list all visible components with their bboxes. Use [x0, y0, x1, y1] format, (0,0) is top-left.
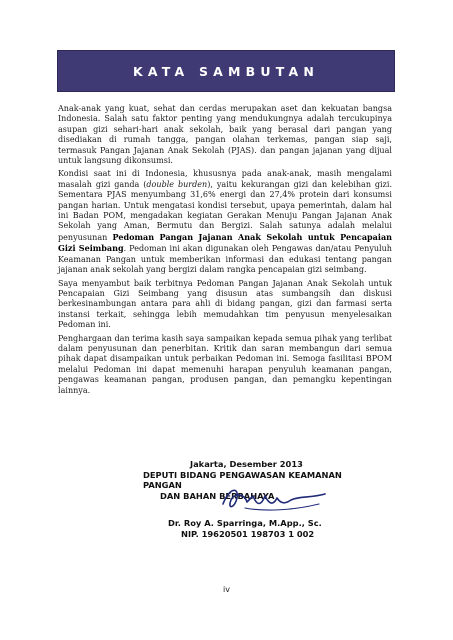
office-line-2: DAN BAHAN BERBAHAYA — [160, 490, 275, 501]
handwritten-signature — [215, 482, 335, 516]
page-number: iv — [223, 585, 230, 594]
paragraph-2-italic: double burden — [146, 179, 208, 189]
signatory-nip: NIP. 19620501 198703 1 002 — [181, 529, 315, 539]
body-text — [58, 104, 392, 399]
guideline-title: Pedoman Pangan Jajanan Anak Sekolah untuk Pencapaian Gizi Seimbang — [58, 231, 393, 254]
office-line-1: DEPUTI BIDANG PENGAWASAN KEAMANAN PANGAN — [143, 469, 342, 491]
signatory-name: Dr. Roy A. Sparringa, M.App., Sc. — [168, 518, 322, 528]
signatory — [168, 518, 322, 540]
paragraph-2-part-b: ), yaitu kekurangan gizi dan kelebihan gizi. Sementara PJAS menyumbang 31,6% energi dan 27,4% protein dari konsumsi pangan harian. Untuk mengatasi kondisi tersebut, upaya pemerintah, dalam hal ini Badan POM, mengadakan kegiatan Gerakan Menuju Pangan Jajanan Anak Sekolah yang Aman, Bermutu dan Bergizi. Salah satunya adalah melalui penyusunan — [58, 179, 392, 242]
heading-banner — [58, 51, 394, 91]
paragraph-3: Saya menyambut baik terbitnya Pedoman Pangan Jajanan Anak Sekolah untuk Pencapaian Gizi Seimbang yang disusun atas sumbangsih dan diskusi berkesinambungan antara para ahli di bidang pangan, gizi dan farmasi serta instansi terkait, sehingga lebih memudahkan tim penyusun menyelesaikan Pedoman ini. — [58, 278, 392, 330]
paragraph-2-part-a: Kondisi saat ini di Indonesia, khususnya pada anak-anak, masih mengalami masalah gizi ganda ( — [58, 169, 392, 189]
paragraph-4: Penghargaan dan terima kasih saya sampaikan kepada semua pihak yang terlibat dalam penyusunan dan penerbitan. Kritik dan saran membangun dari semua pihak dapat disampaikan untuk perbaikan Pedoman ini. Semoga fasilitasi BPOM melalui Pedoman ini dapat memenuhi harapan penyuluh keamanan pangan, pengawas keamanan pangan, produsen pangan, dan pemangku kepentingan lainnya. — [58, 333, 392, 395]
page-heading: KATA SAMBUTAN — [132, 63, 320, 79]
paragraph-2 — [58, 169, 392, 275]
paragraph-2-part-c: . Pedoman ini akan digunakan oleh Pengawas dan/atau Penyuluh Keamanan Pangan untuk memberikan informasi dan edukasi tentang pangan jajanan anak sekolah yang bergizi dalam rangka pencapaian gizi seimbang. — [58, 244, 392, 275]
paragraph-1: Anak-anak yang kuat, sehat dan cerdas merupakan aset dan kekuatan bangsa Indonesia. Salah satu faktor penting yang mendukungnya adalah tercukupinya asupan gizi sehari-hari anak sekolah, baik yang berasal dari pangan yang disediakan di rumah tangga, pangan olahan terkemas, pangan siap saji, termasuk Pangan Jajanan Anak Sekolah (PJAS). dan pangan jajanan yang dijual untuk langsung dikonsumsi. — [58, 104, 392, 166]
place-date: Jakarta, Desember 2013 — [190, 459, 303, 469]
